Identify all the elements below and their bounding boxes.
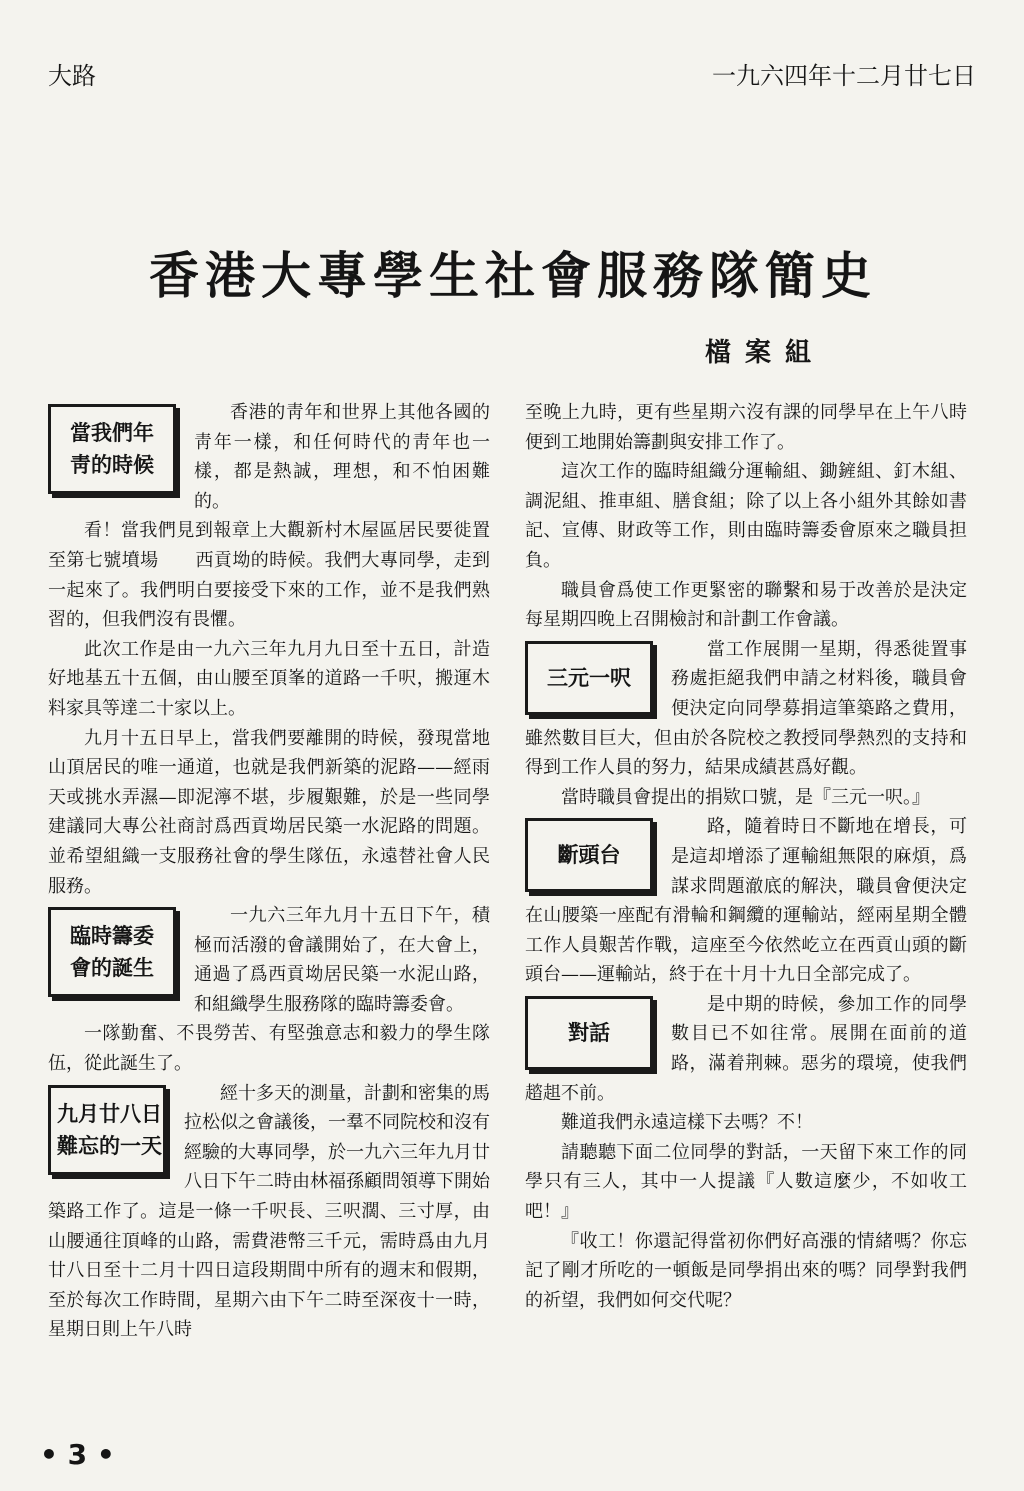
section-heading-box [525, 818, 653, 892]
article-title: 香港大專學生社會服務隊簡史 [149, 247, 877, 305]
paragraph: 當工作展開一星期，得悉徙置事務處拒絕我們申請之材料後，職員會便決定向同學募捐這筆築路之費用，雖然數目巨大，但由於各院校之教授同學熱烈的支持和得到工作人員的努力，結果成績甚爲好觀。 [525, 638, 967, 779]
paragraph: 當時職員會提出的捐欵口號，是『三元一呎。』 [561, 786, 930, 808]
publication-name: 大路 [48, 62, 96, 90]
section-heading-box [48, 404, 176, 494]
section-heading-line: 斷頭台 [557, 843, 621, 868]
issue-date: 一九六四年十二月廿七日 [712, 62, 976, 90]
paragraph: 是中期的時候，參加工作的同學數目已不如往常。展開在面前的道路，滿着荆棘。惡劣的環境，使我們趦趄不前。 [525, 993, 967, 1104]
section-heading-line: 難忘的一天 [57, 1133, 162, 1158]
section-heading-line: 臨時籌委 [70, 924, 154, 949]
section-heading-line: 對話 [568, 1020, 610, 1045]
section-heading-line: 靑的時候 [70, 453, 154, 477]
paragraph: 經十多天的測量，計劃和密集的馬拉松似之會議後，一羣不同院校和沒有經驗的大專同學，於一九六三年九月廿八日下午二時由林福孫顧問領導下開始築路工作了。這是一條一千呎長、三呎濶、三寸厚，由山腰通往頂峰的山路，需費港幣三千元，需時爲由九月廿八日至十二月十四日這段期間中所有的週末和假期，至於每次工作時間，星期六由下午二時至深夜十一時，星期日則上午八時 [48, 1082, 490, 1341]
article-author: 檔案組 [705, 338, 826, 368]
paragraph: 難道我們永遠這樣下去嗎？不！ [561, 1112, 813, 1134]
paragraph: 這次工作的臨時組織分運輸組、鋤鏟組、釘木組、調泥組、推車組、膳食組；除了以上各小組外其餘如書記、宣傳、財政等工作，則由臨時籌委會原來之職員担負。 [525, 461, 967, 571]
paragraph: 此次工作是由一九六三年九月九日至十五日，計造好地基五十五個，由山腰至頂峯的道路一千呎，搬運木料家具等達二十家以上。 [48, 638, 490, 719]
section-heading-box [48, 907, 176, 997]
paragraph: 路，隨着時日不斷地在增長，可是這却增添了運輸組無限的麻煩，爲謀求問題澈底的解決，職員會便決定在山腰築一座配有滑輪和鋼纜的運輸站，經兩星期全體工作人員艱苦作戰，這座至今依然屹立在西貢山頭的斷頭台——運輸站，終于在十月十九日全部完成了。 [525, 816, 967, 986]
paragraph: 『收工！你還記得當初你們好高漲的情緒嗎？你忘記了剛才所吃的一頓飯是同學捐出來的嗎？同學對我們的祈望，我們如何交代呢？ [525, 1230, 967, 1311]
paragraph: 香港的靑年和世界上其他各國的靑年一樣，和任何時代的靑年也一樣，都是熱誠，理想，和不怕困難的。 [194, 402, 490, 512]
paragraph: 一九六三年九月十五日下午，積極而活潑的會議開始了，在大會上，通過了爲西貢坳居民築一水泥山路，和組織學生服務隊的臨時籌委會。 [194, 905, 490, 1015]
right-column [525, 398, 967, 1315]
paragraph: 一隊勤奮、不畏勞苦、有堅強意志和毅力的學生隊伍，從此誕生了。 [48, 1023, 490, 1075]
paragraph: 看！當我們見到報章上大觀新村木屋區居民要徙置至第七號墳場 西貢坳的時候。我們大專同學，走到一起來了。我們明白要接受下來的工作，並不是我們熟習的，但我們沒有畏懼。 [48, 520, 490, 631]
paragraph: 至晚上九時，更有些星期六沒有課的同學早在上午八時便到工地開始籌劃與安排工作了。 [525, 402, 967, 453]
page-number: • 3 • [40, 1438, 115, 1471]
section-heading-line: 三元一呎 [547, 665, 631, 690]
section-heading-box [525, 641, 653, 715]
paragraph: 請聽聽下面二位同學的對話，一天留下來工作的同學只有三人，其中一人提議『人數這麼少，不如收工吧！』 [525, 1141, 967, 1223]
paragraph: 九月十五日早上，當我們要離開的時候，發現當地山頂居民的唯一通道，也就是我們新築的泥路——經雨天或挑水弄濕—即泥濘不堪，步履艱難，於是一些同學建議同大專公社商討爲西貢坳居民築一水泥路的問題。並希望組織一支服務社會的學生隊伍，永遠替社會人民服務。 [48, 727, 490, 897]
section-heading-box [48, 1085, 166, 1175]
section-heading-line: 九月廿八日 [57, 1101, 162, 1126]
left-column [48, 398, 490, 1345]
section-heading-box [525, 996, 653, 1070]
section-heading-line: 當我們年 [70, 421, 154, 445]
section-heading-line: 會的誕生 [70, 956, 154, 981]
paragraph: 職員會爲使工作更緊密的聯繫和易于改善於是決定每星期四晚上召開檢討和計劃工作會議。 [525, 579, 967, 631]
